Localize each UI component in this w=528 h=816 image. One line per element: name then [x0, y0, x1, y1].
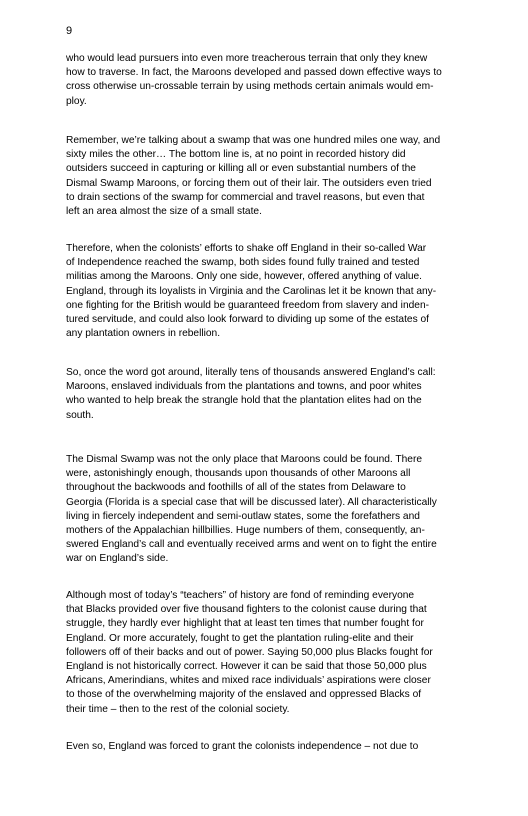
- paragraph-6: [66, 589, 463, 717]
- text-line: Remember, we’re talking about a swamp that was one hundred miles one way, and: [66, 135, 441, 146]
- text-line: tured servitude, and could also look forward to dividing up some of the estates of: [66, 314, 429, 326]
- text-line: left an area almost the size of a small state.: [66, 206, 262, 218]
- text-line: any plantation owners in rebellion.: [66, 328, 221, 340]
- text-line: throughout the backwoods and foothills of all of the states from Delaware to: [66, 482, 406, 494]
- text-line: sixty miles the other… The bottom line is, at no point in recorded history did: [66, 149, 406, 161]
- text-line: Although most of today’s “teachers” of history are fond of reminding everyone: [66, 590, 415, 601]
- text-line: living in fiercely independent and semi-outlaw states, some the forefathers and: [66, 510, 420, 522]
- paragraph-7: [66, 740, 463, 754]
- text-line: Maroons, enslaved individuals from the plantations and towns, and poor whites: [66, 381, 422, 393]
- text-line: Therefore, when the colonists’ efforts to shake off England in their so-called War: [66, 243, 427, 254]
- text-line: England. Or more accurately, fought to get the plantation ruling-elite and their: [66, 632, 414, 644]
- text-line: that Blacks provided over five thousand fighters to the colonist cause during that: [66, 604, 427, 616]
- paragraph-2: [66, 134, 463, 219]
- text-line: England is not historically correct. However it can be said that those 50,000 plus: [66, 661, 427, 673]
- text-line: swered England’s call and eventually received arms and went on to fight the entire: [66, 539, 437, 551]
- paragraph-3: [66, 242, 463, 341]
- text-line: militias among the Maroons. Only one side, however, offered anything of value.: [66, 271, 423, 283]
- text-line: So, once the word got around, literally tens of thousands answered England’s call:: [66, 367, 436, 378]
- text-line: struggle, they hardly ever highlight that at least ten times that number fought for: [66, 618, 424, 630]
- text-line: cross otherwise un-crossable terrain by using methods certain animals would em-: [66, 81, 434, 93]
- text-line: to those of the overwhelming majority of the enslaved and oppressed Blacks of: [66, 689, 422, 701]
- text-line: followers off of their backs and out of power. Saying 50,000 plus Blacks fought for: [66, 646, 433, 658]
- paragraph-5: [66, 453, 463, 567]
- text-line: who wanted to help break the strangle hold that the plantation elites had on the: [66, 395, 422, 407]
- text-line: outsiders succeed in capturing or killing all or even substantial numbers of the: [66, 163, 416, 175]
- text-line: Even so, England was forced to grant the colonists independence – not due to: [66, 741, 419, 752]
- text-line: Africans, Amerindians, whites and mixed race individuals’ aspirations were closer: [66, 675, 431, 687]
- text-line: to drain sections of the swamp for commercial and travel reasons, but even that: [66, 191, 425, 203]
- text-line: ploy.: [66, 95, 87, 107]
- paragraph-4: [66, 366, 463, 423]
- text-line: their time – then to the rest of the colonial society.: [66, 703, 290, 715]
- text-line: south.: [66, 409, 94, 421]
- text-line: who would lead pursuers into even more treacherous terrain that only they knew: [66, 53, 428, 64]
- paragraph-1: [66, 52, 463, 109]
- text-line: England, through its loyalists in Virginia and the Carolinas let it be known that any-: [66, 285, 437, 297]
- text-line: were, astonishingly enough, thousands upon thousands of other Maroons all: [66, 468, 411, 480]
- text-line: The Dismal Swamp was not the only place that Maroons could be found. There: [66, 454, 423, 465]
- text-line: mothers of the Appalachian hillbillies. Huge numbers of them, consequently, an-: [66, 525, 425, 537]
- text-line: one fighting for the British would be guaranteed freedom from slavery and inden-: [66, 299, 429, 311]
- text-line: how to traverse. In fact, the Maroons developed and passed down effective ways to: [66, 67, 442, 79]
- text-line: Georgia (Florida is a special case that will be discussed later). All characteristically: [66, 496, 437, 508]
- page-number: 9: [66, 25, 73, 37]
- text-line: of Independence reached the swamp, both sides found fully trained and tested: [66, 257, 420, 269]
- text-line: war on England’s side.: [66, 553, 169, 565]
- text-line: Dismal Swamp Maroons, or forcing them out of their lair. The outsiders even tried: [66, 177, 432, 189]
